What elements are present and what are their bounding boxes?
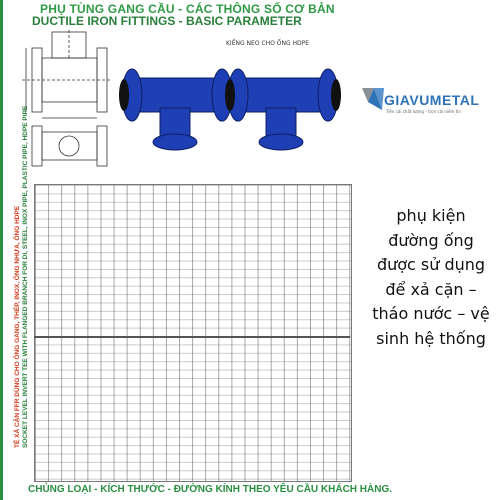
table-divider bbox=[34, 336, 350, 338]
brand-logo bbox=[360, 84, 496, 118]
catalog-edge-bar bbox=[0, 0, 3, 500]
catalog-footer: CHỦNG LOẠI - KÍCH THƯỚC - ĐƯỜNG KÍNH THEO YÊU CẦU KHÁCH HÀNG. bbox=[28, 484, 393, 495]
fitting-photo bbox=[110, 38, 350, 168]
catalog-title-english: DUCTILE IRON FITTINGS - BASIC PARAMETER bbox=[32, 14, 302, 28]
vertical-label-english: SOCKET LEVEL INVERT TEE WITH FLANGED BRANCH FOR DI, STEEL, INOX PIPE, PLASTIC PIPE, HDPE PIPE bbox=[22, 105, 29, 448]
brand-tagline: Tiên cái chất lượng - trọn cái niềm tin bbox=[386, 109, 461, 114]
brand-mark-icon bbox=[360, 84, 386, 114]
vertical-label-vietnamese: TÊ XẢ CẶN FFR DÙNG CHO ỐNG GANG, THÉP, INOX, ỐNG NHỰA, ỐNG HDPE bbox=[14, 205, 21, 448]
dimension-table bbox=[34, 184, 352, 482]
brand-name: GIAVUMETAL bbox=[384, 92, 480, 108]
product-description: phụ kiện đường ống được sử dụng để xả cặn – tháo nước – vệ sinh hệ thống bbox=[372, 206, 490, 348]
photo-caption: KIỀNG NEO CHO ỐNG HDPE bbox=[226, 40, 310, 47]
catalog-title-vietnamese: PHỤ TÙNG GANG CẦU - CÁC THÔNG SỐ CƠ BẢN bbox=[40, 2, 335, 16]
